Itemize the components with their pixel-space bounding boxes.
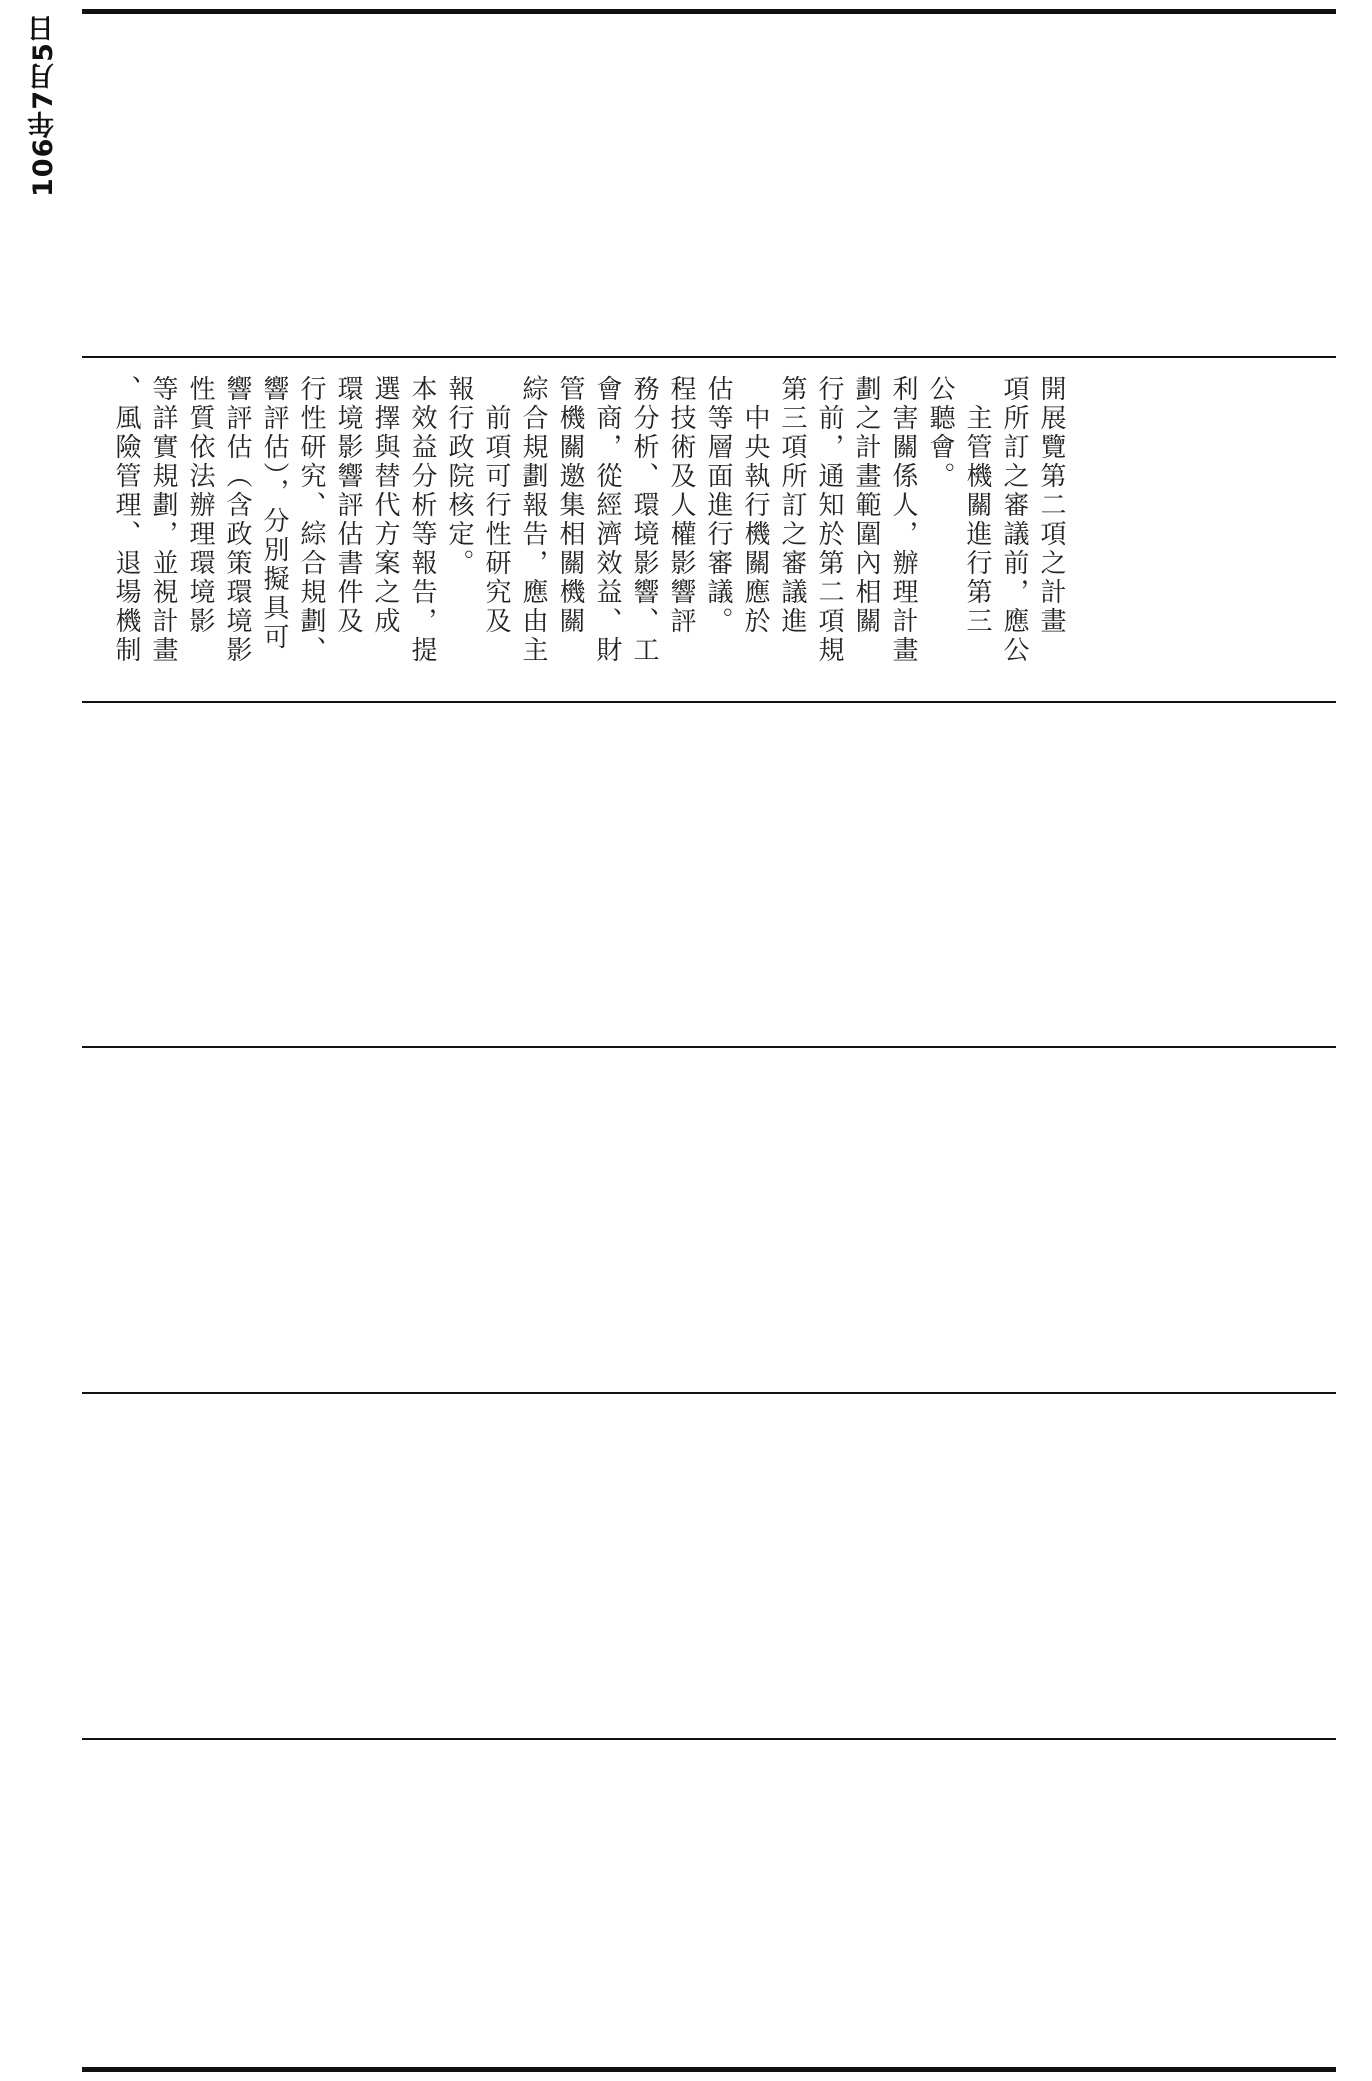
text-column: 開展覽第二項之計畫 (1036, 375, 1066, 636)
text-column: 項所訂之審議前，應公 (999, 375, 1029, 665)
row-divider-1 (82, 356, 1336, 358)
text-column: 環境影響評估書件及 (333, 375, 363, 636)
text-column: 選擇與替代方案之成 (370, 375, 400, 636)
text-column: 程技術及人權影響評 (666, 375, 696, 636)
text-column: 中央執行機關應於 (740, 375, 770, 636)
text-column: 本效益分析等報告，提 (407, 375, 437, 665)
text-column: 利害關係人，辦理計畫 (888, 375, 918, 665)
bottom-border-line (82, 2067, 1336, 2072)
text-column: 行前，通知於第二項規 (814, 375, 844, 665)
text-column: 管機關邀集相關機關 (555, 375, 585, 636)
text-column: 報行政院核定。 (444, 375, 474, 578)
text-column: 務分析、環境影響、工 (629, 375, 659, 665)
top-border-line (82, 9, 1336, 14)
text-column: 主管機關進行第三 (962, 375, 992, 636)
text-column: 公聽會。 (925, 375, 955, 491)
row-divider-4 (82, 1392, 1336, 1394)
row-divider-2 (82, 701, 1336, 703)
row-divider-5 (82, 1738, 1336, 1740)
row-divider-3 (82, 1046, 1336, 1048)
text-column: 性質依法辦理環境影 (185, 375, 215, 636)
text-column: 前項可行性研究及 (481, 375, 511, 636)
text-column: 響評估（含政策環境影 (222, 375, 252, 665)
text-column: 劃之計畫範圍內相關 (851, 375, 881, 636)
text-column: 行性研究、綜合規劃、 (296, 375, 326, 665)
page-date: 106年7月5日 (28, 14, 59, 197)
text-column: 第三項所訂之審議進 (777, 375, 807, 636)
text-column: 會商，從經濟效益、財 (592, 375, 622, 665)
text-column: 、風險管理、退場機制 (111, 375, 141, 665)
text-column: 綜合規劃報告，應由主 (518, 375, 548, 665)
text-column: 響評估），分別擬具可 (259, 375, 289, 652)
text-column: 估等層面進行審議。 (703, 375, 733, 636)
text-column: 等詳實規劃，並視計畫 (148, 375, 178, 665)
